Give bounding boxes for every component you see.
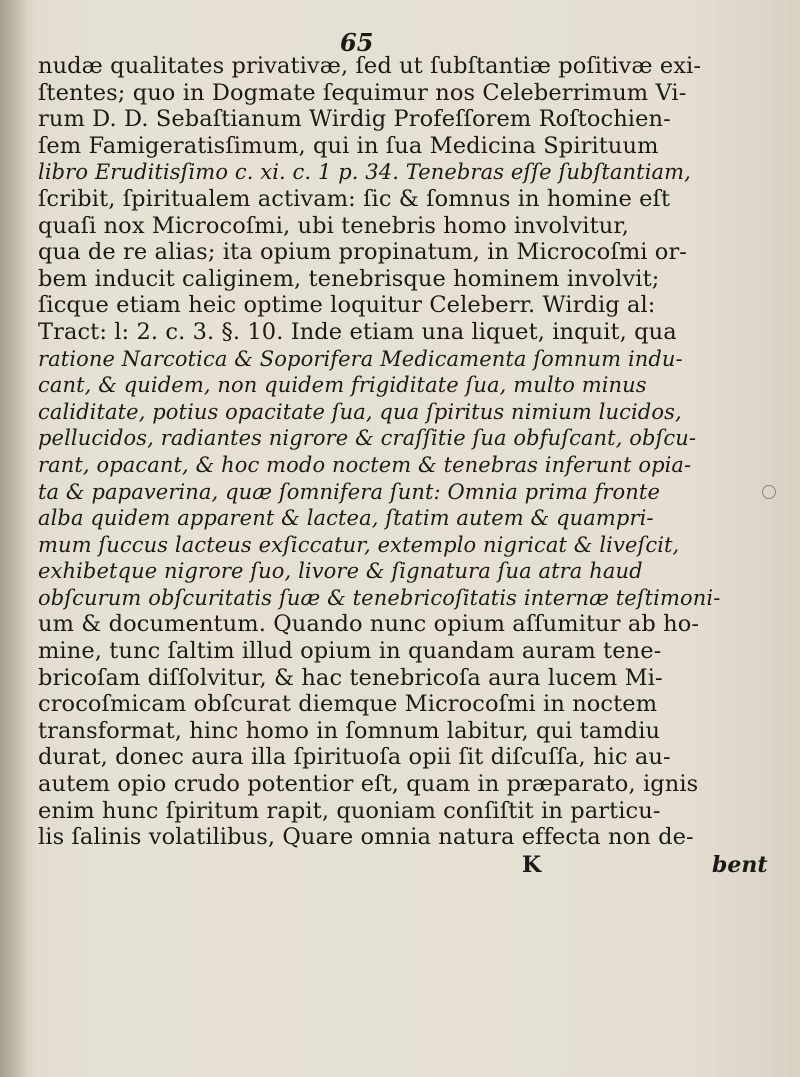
- text-line: bricoſam diſſolvitur, & hac tenebricoſa aura lucem Mi-: [38, 664, 663, 691]
- text-line: mum ſuccus lacteus exſiccatur, extemplo nigricat & liveſcit,: [38, 532, 680, 557]
- text-line: rum D. D. Sebaſtianum Wirdig Profeſſorem Roſtochien-: [38, 106, 671, 133]
- text-line: rant, opacant, & hoc modo noctem & tenebras inferunt opia-: [38, 452, 692, 477]
- text-line: exhibetque nigrore ſuo, livore & ſignatura ſua atra haud: [38, 559, 643, 584]
- catchword: bent: [712, 852, 768, 878]
- text-line: crocoſmicam obſcurat diemque Microcoſmi in noctem: [38, 691, 658, 718]
- text-line: ſtentes; quo in Dogmate ſequimur nos Celeberrimum Vi-: [38, 79, 687, 106]
- text-line: ſicque etiam heic optime loquitur Celeberr. Wirdig al:: [38, 292, 656, 319]
- text-line: transformat, hinc homo in ſomnum labitur, qui tamdiu: [38, 717, 661, 744]
- text-line: obſcurum obſcuritatis ſuæ & tenebricoſitatis internæ teſtimoni-: [38, 585, 721, 610]
- text-line: quaſi nox Microcoſmi, ubi tenebris homo involvitur,: [38, 212, 629, 239]
- signature-mark: K: [522, 852, 542, 878]
- text-line: mine, tunc ſaltim illud opium in quandam auram tene-: [38, 638, 662, 665]
- binding-hole-icon: [762, 485, 776, 499]
- text-line: ſcribit, ſpiritualem activam: ſic & ſomnus in homine eſt: [38, 185, 671, 212]
- text-line: pellucidos, radiantes nigrore & craſſitie ſua obfuſcant, obſcu-: [38, 426, 697, 451]
- page-number: 65: [340, 28, 374, 57]
- text-line: ſem Famigeratisſimum, qui in ſua Medicina Spirituum: [38, 132, 659, 159]
- text-line: um & documentum. Quando nunc opium aſſumitur ab ho-: [38, 611, 700, 638]
- text-line: durat, donec aura illa ſpirituoſa opii ſit diſcuſſa, hic au-: [38, 744, 671, 771]
- text-line: alba quidem apparent & lactea, ſtatim autem & quampri-: [38, 506, 654, 531]
- text-line: autem opio crudo potentior eſt, quam in præparato, ignis: [38, 771, 699, 798]
- text-line: Tract: l: 2. c. 3. §. 10. Inde etiam una liquet, inquit, qua: [38, 318, 677, 345]
- text-line: bem inducit caliginem, tenebrisque hominem involvit;: [38, 265, 660, 292]
- text-line: qua de re alias; ita opium propinatum, in Microcoſmi or-: [38, 239, 688, 266]
- text-line: enim hunc ſpiritum rapit, quoniam conſiſtit in particu-: [38, 797, 661, 824]
- body-text: [38, 53, 778, 851]
- text-line: lis ſalinis volatilibus, Quare omnia natura effecta non de-: [38, 824, 694, 851]
- text-line: ta & papaverina, quæ ſomnifera ſunt: Omnia prima fronte: [38, 479, 660, 504]
- text-line: libro Eruditisſimo c. xi. c. 1 p. 34. Tenebras eſſe ſubſtantiam,: [38, 160, 691, 185]
- page-footer: [90, 852, 790, 878]
- text-line: cant, & quidem, non quidem frigiditate ſua, multo minus: [38, 373, 647, 398]
- text-line: caliditate, potius opacitate ſua, qua ſpiritus nimium lucidos,: [38, 399, 682, 424]
- text-line: ratione Narcotica & Soporifera Medicamenta ſomnum indu-: [38, 346, 683, 371]
- text-line: nudæ qualitates privativæ, ſed ut ſubſtantiæ poſitivæ exi-: [38, 53, 702, 79]
- page-edge-shadow: [0, 0, 30, 1077]
